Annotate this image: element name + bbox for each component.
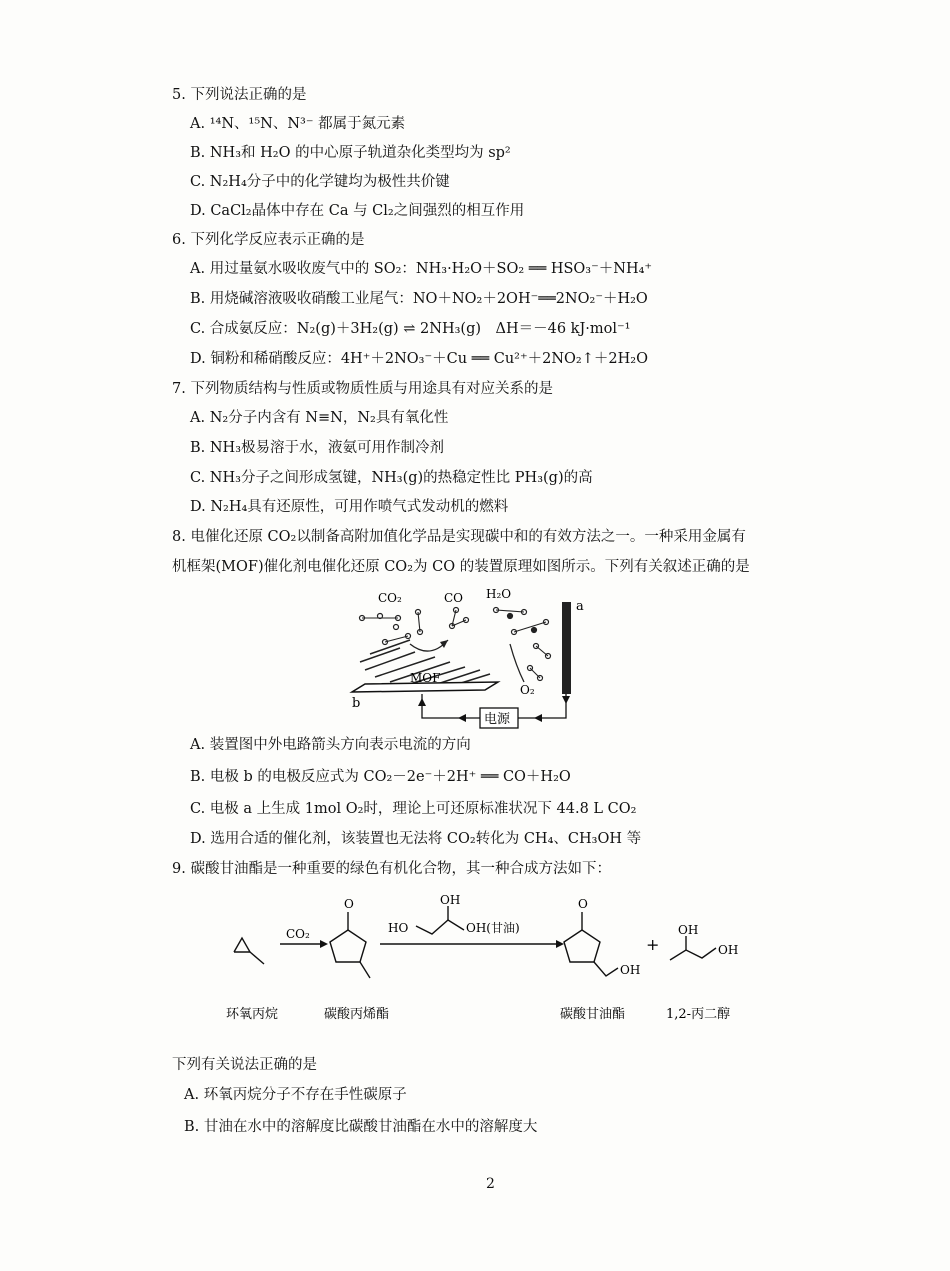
q6-stem: 6. 下列化学反应表示正确的是 [172, 232, 365, 248]
h2o-label: H₂O [486, 587, 512, 601]
q6-option-d: D. 铜粉和稀硝酸反应：4H⁺＋2NO₃⁻＋Cu ══ Cu²⁺＋2NO₂↑＋2H₂O [190, 351, 648, 367]
q5-option-a: A. ¹⁴N、¹⁵N、N³⁻ 都属于氮元素 [190, 116, 406, 132]
arrowhead-2 [556, 940, 564, 948]
q7-stem: 7. 下列物质结构与性质或物质性质与用途具有对应关系的是 [172, 381, 553, 397]
q6-option-c: C. 合成氨反应：N₂(g)＋3H₂(g) ⇌ 2NH₃(g) ΔH＝－46 kJ·mol⁻¹ [190, 321, 631, 337]
glycerol-oh-right: OH(甘油) [466, 921, 520, 935]
q7-option-a: A. N₂分子内含有 N≡N，N₂具有氧化性 [190, 410, 449, 426]
arrow-up [418, 698, 426, 706]
ch2oh-chain [594, 962, 618, 976]
propanediol-oh-top: OH [678, 923, 699, 937]
q9-option-b: B. 甘油在水中的溶解度比碳酸甘油酯在水中的溶解度大 [184, 1119, 538, 1135]
q7-option-b: B. NH₃极易溶于水，液氨可用作制冷剂 [190, 440, 445, 456]
carbonate-ring-2 [564, 930, 600, 962]
q5-option-d: D. CaCl₂晶体中存在 Ca 与 Cl₂之间强烈的相互作用 [190, 203, 525, 219]
q8-option-b: B. 电极 b 的电极反应式为 CO₂－2e⁻＋2H⁺ ══ CO＋H₂O [190, 769, 571, 785]
o-carbonyl-1: O [344, 897, 354, 911]
q6-option-a: A. 用过量氨水吸收废气中的 SO₂：NH₃·H₂O＋SO₂ ══ HSO₃⁻＋NH₄⁺ [190, 261, 653, 277]
arrow-left [458, 714, 466, 722]
ch2oh-label: OH [620, 963, 641, 977]
q8-option-a: A. 装置图中外电路箭头方向表示电流的方向 [190, 737, 471, 753]
q5-option-b: B. NH₃和 H₂O 的中心原子轨道杂化类型均为 sp² [190, 145, 511, 161]
mof-label: MOF [410, 671, 441, 685]
arrowhead-1 [320, 940, 328, 948]
propanediol-oh-right: OH [718, 943, 739, 957]
glycerol-ho: HO [388, 921, 409, 935]
electrode-a [562, 602, 571, 694]
electrode-a-label: a [576, 599, 584, 614]
carbonate-ring-1 [330, 930, 366, 962]
co2-reagent: CO₂ [286, 927, 310, 941]
q6-option-b: B. 用烧碱溶液吸收硝酸工业尾气：NO＋NO₂＋2OH⁻══2NO₂⁻＋H₂O [190, 291, 648, 307]
name-glycerol-carbonate: 碳酸甘油酯 [560, 1007, 626, 1022]
co2-label: CO₂ [378, 591, 402, 605]
q7-option-c: C. NH₃分子之间形成氢键，NH₃(g)的热稳定性比 PH₃(g)的高 [190, 470, 593, 486]
glycerol-chain [416, 920, 464, 934]
q7-option-d: D. N₂H₄具有还原性，可用作喷气式发动机的燃料 [190, 499, 509, 515]
q9-option-a: A. 环氧丙烷分子不存在手性碳原子 [184, 1087, 407, 1103]
circuit-wire-left [422, 694, 480, 718]
q5-option-c: C. N₂H₄分子中的化学键均为极性共价键 [190, 174, 450, 190]
power-label: 电源 [484, 712, 511, 727]
name-propylene-carbonate: 碳酸丙烯酯 [324, 1007, 390, 1022]
q9-reaction-scheme [220, 890, 760, 1030]
epoxide-ring [234, 938, 250, 952]
q8-option-d: D. 选用合适的催化剂，该装置也无法将 CO₂转化为 CH₄、CH₃OH 等 [190, 831, 642, 847]
methyl-1 [360, 962, 370, 978]
q8-stem-line1: 8. 电催化还原 CO₂以制备高附加值化学品是实现碳中和的有效方法之一。一种采用金属有 [172, 529, 746, 545]
co-label: CO [444, 591, 464, 605]
arrow-down [562, 696, 570, 704]
curve-arrow-o2 [510, 644, 524, 682]
arrow-left-2 [534, 714, 542, 722]
name-propanediol: 1,2-丙二醇 [666, 1007, 731, 1022]
plus-sign: + [646, 935, 660, 954]
q8-stem-line2: 机框架(MOF)催化剂电催化还原 CO₂为 CO 的装置原理如图所示。下列有关叙述正确的是 [172, 559, 750, 575]
glycerol-oh-top: OH [440, 893, 461, 907]
q9-sub-stem: 下列有关说法正确的是 [172, 1057, 317, 1073]
q8-option-c: C. 电极 a 上生成 1mol O₂时，理论上可还原标准状况下 44.8 L CO₂ [190, 801, 637, 817]
electrode-b-label: b [352, 696, 361, 711]
o2-label: O₂ [520, 683, 535, 697]
page-number: 2 [486, 1176, 495, 1192]
q5-stem: 5. 下列说法正确的是 [172, 87, 307, 103]
propanediol-chain [670, 948, 716, 960]
molecule-bonds [362, 610, 548, 678]
q9-stem: 9. 碳酸甘油酯是一种重要的绿色有机化合物，其一种合成方法如下： [172, 861, 611, 877]
name-propylene-oxide: 环氧丙烷 [226, 1007, 279, 1022]
o-carbonyl-2: O [578, 897, 588, 911]
epoxide-methyl [250, 952, 264, 964]
q8-electrolysis-figure [340, 582, 600, 732]
